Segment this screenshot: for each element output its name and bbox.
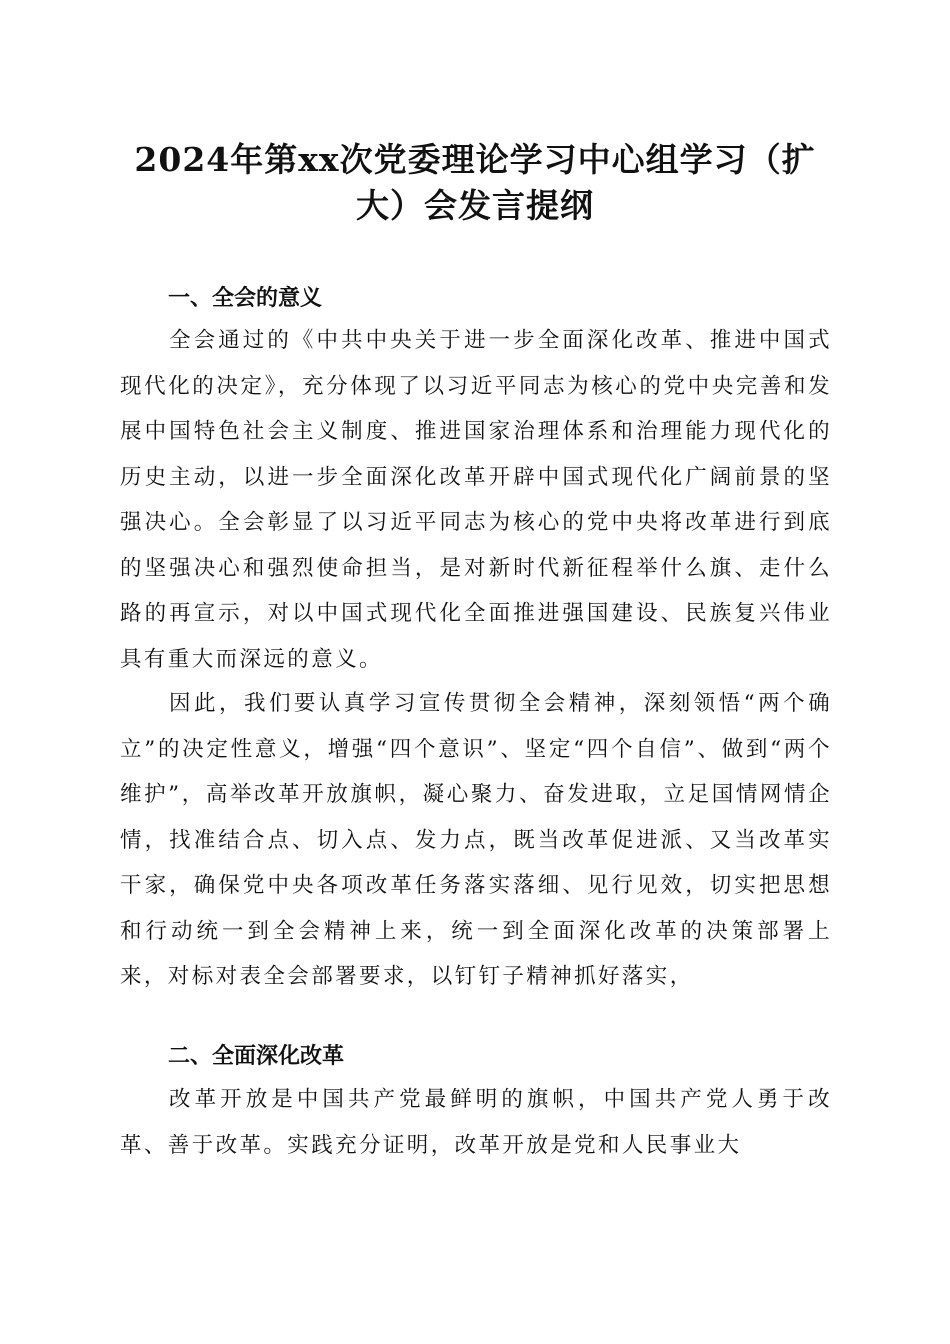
document-title-line-2: 大）会发言提纲 <box>356 186 594 225</box>
section-1-paragraph-1: 全会通过的《中共中央关于进一步全面深化改革、推进中国式现代化的决定》，充分体现了以习近平同志为核心的党中央完善和发展中国特色社会主义制度、推进国家治理体系和治理能力现代化的历史主动，以进一步全面深化改革开辟中国式现代化广阔前景的坚强决心。全会彰显了以习近平同志为核心的党中央将改革进行到底的坚强决心和强烈使命担当，是对新时代新征程举什么旗、走什么路的再宣示，对以中国式现代化全面推进强国建设、民族复兴伟业具有重大而深远的意义。 <box>120 328 832 672</box>
section-1-paragraph-2: 因此，我们要认真学习宣传贯彻全会精神，深刻领悟“两个确立”的决定性意义，增强“四个意识”、坚定“四个自信”、做到“两个维护”，高举改革开放旗帜，凝心聚力、奋发进取，立足国情网情企情，找准结合点、切入点、发力点，既当改革促进派、又当改革实干家，确保党中央各项改革任务落实落细、见行见效，切实把思想和行动统一到全会精神上来，统一到全面深化改革的决策部署上来，对标对表全会部署要求，以钉钉子精神抓好落实， <box>120 691 832 989</box>
section-heading-1: 一、全会的意义 <box>168 286 323 311</box>
document-title-line-1: 2024年第xx次党委理论学习中心组学习（扩 <box>134 140 816 179</box>
section-heading-2: 二、全面深化改革 <box>168 1044 345 1069</box>
section-2-paragraph-1: 改革开放是中国共产党最鲜明的旗帜，中国共产党人勇于改革、善于改革。实践充分证明，改革开放是党和人民事业大 <box>120 1087 832 1158</box>
